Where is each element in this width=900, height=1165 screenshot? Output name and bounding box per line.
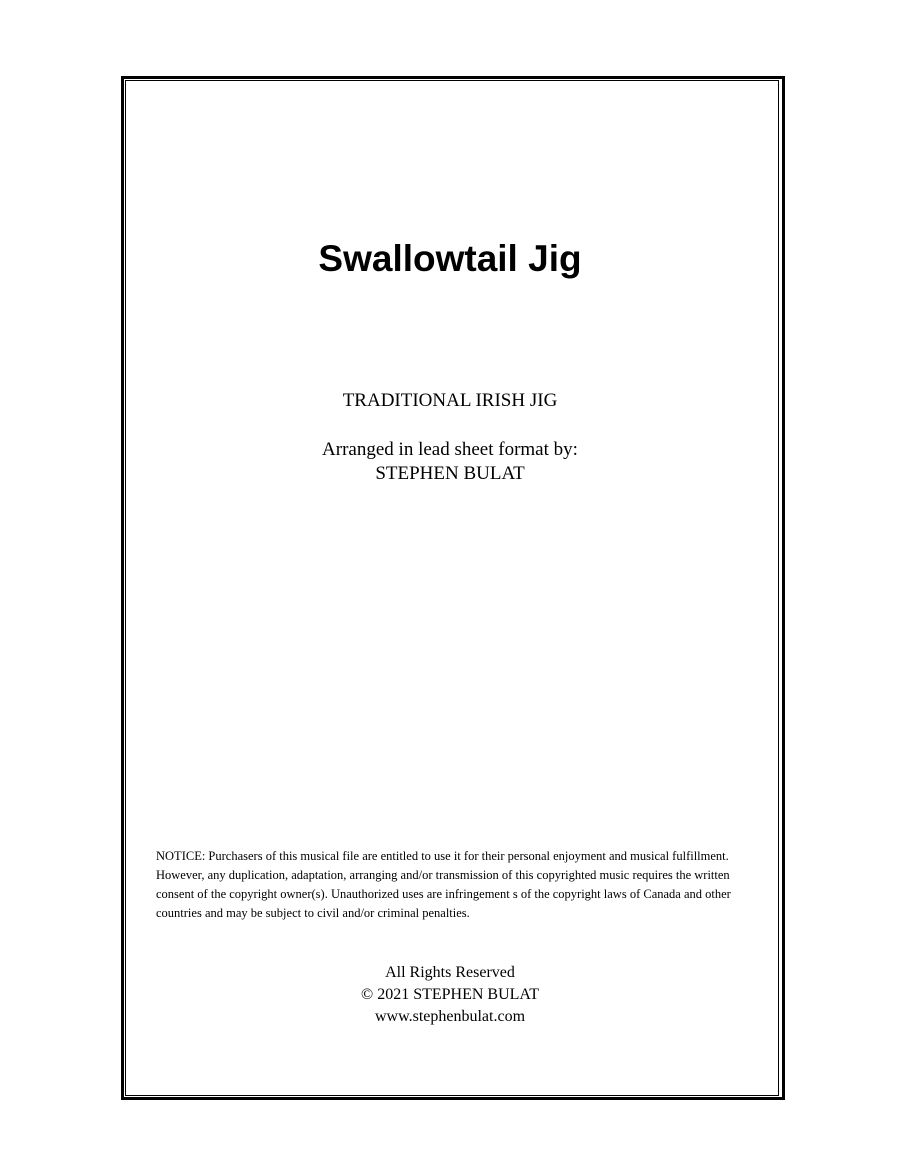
rights-reserved: All Rights Reserved <box>385 964 515 981</box>
arranger-name: STEPHEN BULAT <box>375 463 525 484</box>
page-border-inner <box>125 80 779 1096</box>
arranged-by-label: Arranged in lead sheet format by: <box>322 439 578 460</box>
page-title: Swallowtail Jig <box>318 238 582 279</box>
copyright-notice: NOTICE: Purchasers of this musical file are entitled to use it for their personal enjoyment and musical fulfillment. However, any duplication, adaptation, arranging and/or transmission of this copyrighted music requires the written consent of the copyright owner(s). Unauthorized uses are infringement s of the copyright laws of Canada and other countries and may be subject to civil and/or criminal penalties. <box>156 849 731 920</box>
website-link[interactable]: www.stephenbulat.com <box>374 1008 526 1025</box>
subtitle: TRADITIONAL IRISH JIG <box>342 390 558 411</box>
copyright-line: © 2021 STEPHEN BULAT <box>361 986 539 1003</box>
footer <box>0 962 900 1028</box>
